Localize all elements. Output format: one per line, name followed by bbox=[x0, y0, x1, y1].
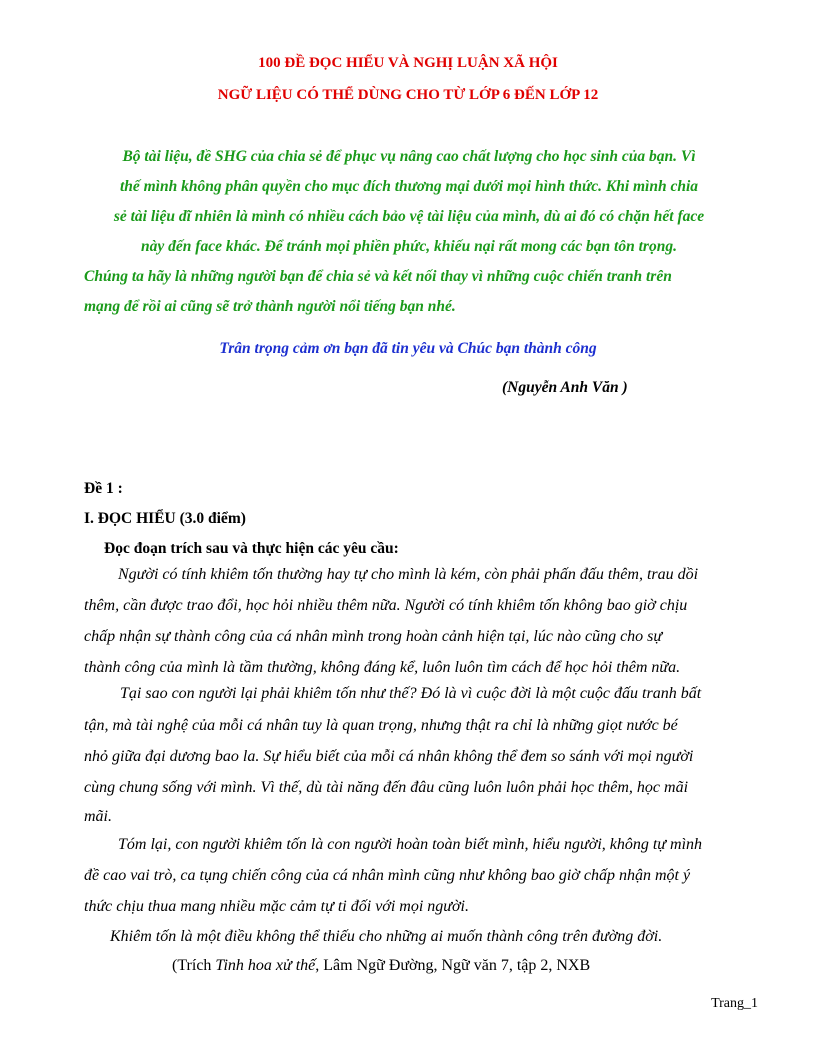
passage-line: Người có tính khiêm tốn thường hay tự cho mình là kém, còn phải phấn đấu thêm, trau dồi bbox=[118, 566, 699, 583]
passage-line: đề cao vai trò, ca tụng chiến công của cá nhân mình cũng như không bao giờ chấp nhận một ý bbox=[84, 867, 691, 884]
notice-line: này đến face khác. Để tránh mọi phiền phức, khiếu nại rất mong các bạn tôn trọng. bbox=[141, 238, 677, 255]
notice-line: thế mình không phân quyền cho mục đích thương mại dưới mọi hình thức. Khi mình chia bbox=[119, 178, 699, 195]
notice-line: Bộ tài liệu, đề SHG của chia sẻ để phục vụ nâng cao chất lượng cho học sinh của bạn. Vì bbox=[122, 148, 696, 165]
notice-line: sẻ tài liệu dĩ nhiên là mình có nhiều cách bảo vệ tài liệu của mình, dù ai đó có chặn hết face bbox=[113, 208, 705, 225]
document-title: 100 ĐỀ ĐỌC HIỂU VÀ NGHỊ LUẬN XÃ HỘI bbox=[258, 55, 558, 71]
passage-line: thức chịu thua mang nhiều mặc cảm tự ti đối với mọi người. bbox=[84, 898, 469, 915]
document-subtitle: NGỮ LIỆU CÓ THỂ DÙNG CHO TỪ LỚP 6 ĐẾN LỚP 12 bbox=[217, 87, 599, 103]
section-heading: I. ĐỌC HIỂU (3.0 điểm) bbox=[84, 510, 246, 527]
passage-line: chấp nhận sự thành công của cá nhân mình trong hoàn cảnh hiện tại, lúc nào cũng cho sự bbox=[84, 628, 663, 645]
passage-line: cùng chung sống với mình. Vì thế, dù tài năng đến đâu cũng luôn luôn phải học thêm, học mãi bbox=[84, 779, 689, 796]
passage-line: nhỏ giữa đại dương bao la. Sự hiểu biết của mỗi cá nhân không thể đem so sánh với mọi người bbox=[84, 748, 694, 765]
passage-line: tận, mà tài nghệ của mỗi cá nhân tuy là quan trọng, nhưng thật ra chỉ là những giọt nước bé bbox=[84, 717, 678, 734]
passage-line: Khiêm tốn là một điều không thể thiếu cho những ai muốn thành công trên đường đời. bbox=[110, 928, 663, 945]
page-number: Trang_1 bbox=[711, 996, 758, 1011]
source-suffix: , Lâm Ngữ Đường, Ngữ văn 7, tập 2, NXB bbox=[315, 957, 591, 974]
passage-line: thêm, cần được trao đổi, học hỏi nhiều thêm nữa. Người có tính khiêm tốn không bao giờ chịu bbox=[84, 597, 688, 614]
passage-line: thành công của mình là tầm thường, không đáng kể, luôn luôn tìm cách để học hỏi thêm nữa. bbox=[84, 659, 681, 676]
passage-line: Tại sao con người lại phải khiêm tốn như thế? Đó là vì cuộc đời là một cuộc đấu tranh bất bbox=[120, 685, 702, 702]
source-citation bbox=[172, 957, 590, 975]
passage-line: mãi. bbox=[84, 808, 112, 825]
notice-line: Chúng ta hãy là những người bạn để chia sẻ và kết nối thay vì những cuộc chiến tranh trên bbox=[84, 268, 672, 285]
author-signature: (Nguyễn Anh Văn ) bbox=[502, 379, 628, 396]
source-prefix: (Trích bbox=[172, 957, 216, 974]
notice-line: mạng để rồi ai cũng sẽ trở thành người nổi tiếng bạn nhé. bbox=[84, 298, 456, 315]
exam-number: Đề 1 : bbox=[84, 480, 123, 497]
thanks-line: Trân trọng cảm ơn bạn đã tin yêu và Chúc bạn thành công bbox=[219, 340, 597, 357]
instruction-text: Đọc đoạn trích sau và thực hiện các yêu cầu: bbox=[104, 540, 399, 557]
passage-line: Tóm lại, con người khiêm tốn là con người hoàn toàn biết mình, hiểu người, không tự mình bbox=[118, 836, 703, 853]
source-title: Tinh hoa xử thế bbox=[215, 957, 316, 974]
